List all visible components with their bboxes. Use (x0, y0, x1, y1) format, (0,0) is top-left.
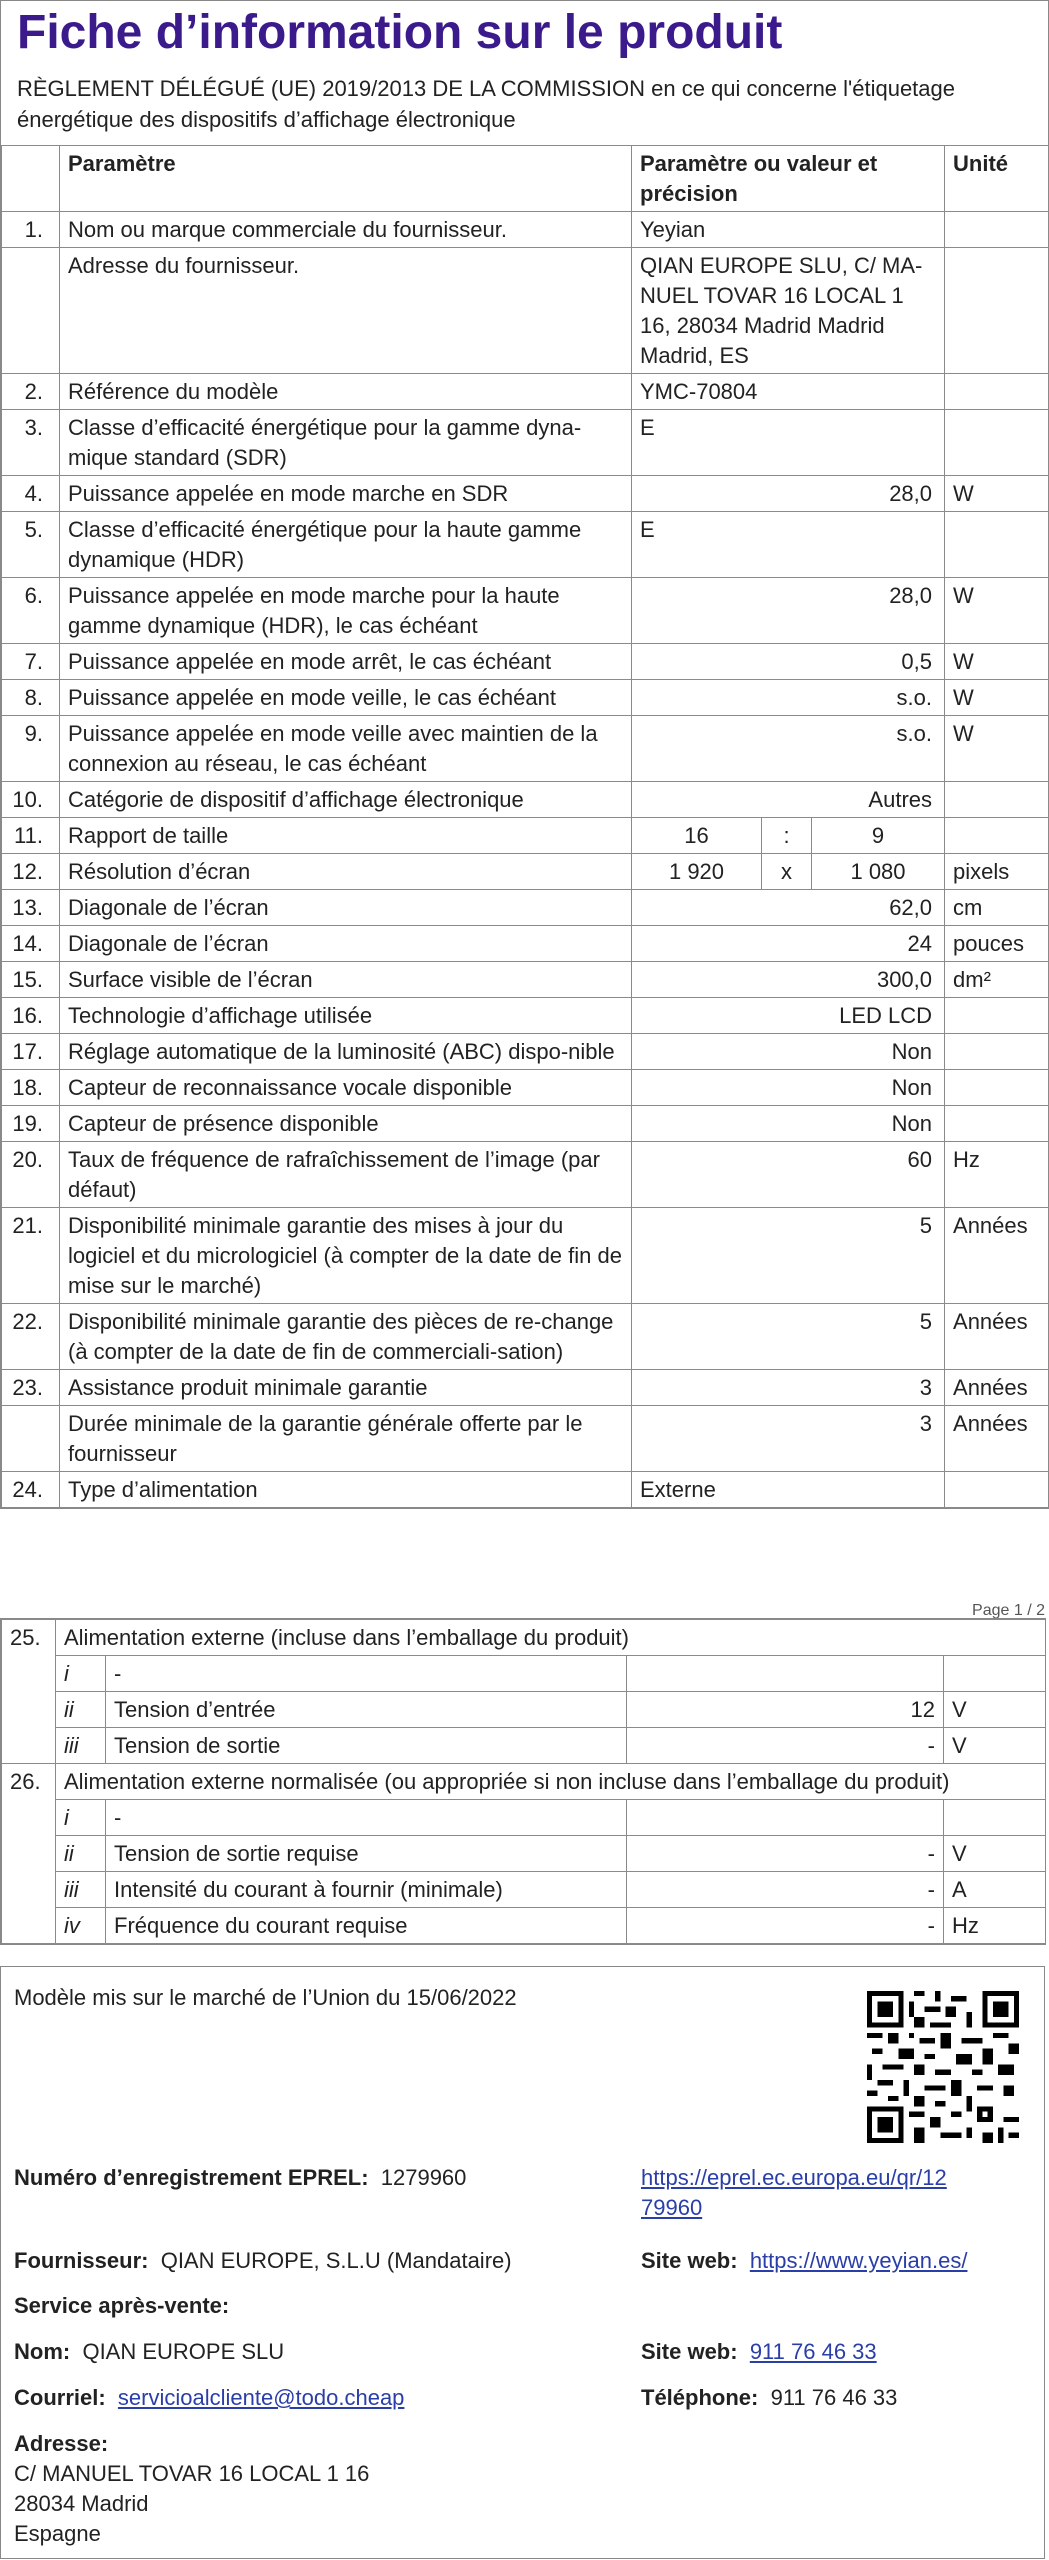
row-number: 6. (2, 578, 60, 644)
table-row (2, 1370, 1049, 1406)
row-number: 7. (2, 644, 60, 680)
phone-line: Téléphone: 911 76 46 33 (641, 2385, 898, 2410)
row-label: Puissance appelée en mode veille avec maintien de la connexion au réseau, le cas échéant (60, 716, 632, 782)
row-number: 18. (2, 1070, 60, 1106)
row-number: 13. (2, 890, 60, 926)
row-label: Type d’alimentation (60, 1472, 632, 1508)
row-unit (945, 1034, 1049, 1070)
sub-row (2, 1872, 1046, 1908)
row-number: 19. (2, 1106, 60, 1142)
sub-unit (944, 1656, 1046, 1692)
eprel-link[interactable]: https://eprel.ec.europa.eu/qr/12 79960 (641, 2165, 947, 2220)
row-value: LED LCD (632, 998, 945, 1034)
group-title: Alimentation externe normalisée (ou appropriée si non incluse dans l’emballage du produit) (56, 1764, 1046, 1800)
row-unit: W (945, 716, 1049, 782)
table-row (2, 476, 1049, 512)
row-number: 15. (2, 962, 60, 998)
sub-unit: Hz (944, 1908, 1046, 1944)
table-row (2, 1070, 1049, 1106)
table-row (2, 512, 1049, 578)
eprel-label: Numéro d’enregistrement EPREL: (14, 2165, 369, 2190)
row-number: 9. (2, 716, 60, 782)
row-unit: W (945, 476, 1049, 512)
sub-label: Tension d’entrée (106, 1692, 627, 1728)
service-website-line: Site web: 911 76 46 33 (641, 2339, 877, 2364)
email-line: Courriel: servicioalcliente@todo.cheap (14, 2385, 405, 2410)
table-row (2, 1142, 1049, 1208)
row-value-a: 16 (632, 818, 762, 854)
row-unit: pouces (945, 926, 1049, 962)
website-link[interactable]: https://www.yeyian.es/ (749, 2248, 968, 2273)
row-number: 5. (2, 512, 60, 578)
row-number: 20. (2, 1142, 60, 1208)
service-website-link[interactable]: 911 76 46 33 (749, 2339, 877, 2364)
row-unit (945, 1106, 1049, 1142)
row-unit (945, 512, 1049, 578)
row-number: 2. (2, 374, 60, 410)
sub-label: - (106, 1656, 627, 1692)
row-label: Assistance produit minimale garantie (60, 1370, 632, 1406)
sub-index: iv (56, 1908, 106, 1944)
sub-row (2, 1728, 1046, 1764)
sub-row (2, 1656, 1046, 1692)
row-label: Résolution d’écran (60, 854, 632, 890)
row-value: Autres (632, 782, 945, 818)
table-row (2, 212, 1049, 248)
sub-row (2, 1836, 1046, 1872)
row-value: 60 (632, 1142, 945, 1208)
table-row (2, 926, 1049, 962)
row-number: 21. (2, 1208, 60, 1304)
row-number: 10. (2, 782, 60, 818)
row-label: Diagonale de l’écran (60, 890, 632, 926)
header-value: Paramètre ou valeur et précision (632, 146, 945, 212)
row-value: YMC-70804 (632, 374, 945, 410)
sub-unit: V (944, 1692, 1046, 1728)
row-unit: dm² (945, 962, 1049, 998)
row-number: 17. (2, 1034, 60, 1070)
row-label: Puissance appelée en mode veille, le cas échéant (60, 680, 632, 716)
sub-value (627, 1800, 944, 1836)
table-row (2, 1304, 1049, 1370)
sub-label: Intensité du courant à fournir (minimale) (106, 1872, 627, 1908)
row-label: Puissance appelée en mode marche en SDR (60, 476, 632, 512)
row-unit: Années (945, 1208, 1049, 1304)
row-label: Référence du modèle (60, 374, 632, 410)
table-row (2, 1472, 1049, 1508)
service-name-line: Nom: QIAN EUROPE SLU (14, 2339, 285, 2364)
group-title: Alimentation externe (incluse dans l’emballage du produit) (56, 1620, 1046, 1656)
address-block: Adresse: C/ MANUEL TOVAR 16 LOCAL 1 16 28034 Madrid Espagne (14, 2431, 370, 2546)
row-number: 4. (2, 476, 60, 512)
row-unit: Années (945, 1406, 1049, 1472)
eprel-number: 1279960 (380, 2165, 467, 2190)
row-value: 5 (632, 1208, 945, 1304)
row-value: 5 (632, 1304, 945, 1370)
row-label: Adresse du fournisseur. (60, 248, 632, 374)
row-number: 14. (2, 926, 60, 962)
sub-value (627, 1656, 944, 1692)
group-header-row (2, 1764, 1046, 1800)
row-label: Durée minimale de la garantie générale offerte par le fournisseur (60, 1406, 632, 1472)
sub-value: 12 (627, 1692, 944, 1728)
row-label: Disponibilité minimale garantie des pièces de re-change (à compter de la date de fin de commerciali-sation) (60, 1304, 632, 1370)
row-value: Non (632, 1034, 945, 1070)
row-unit: Années (945, 1304, 1049, 1370)
row-number: 11. (2, 818, 60, 854)
row-unit (945, 248, 1049, 374)
table-row (2, 374, 1049, 410)
table-row (2, 782, 1049, 818)
sub-index: iii (56, 1872, 106, 1908)
row-separator: x (762, 854, 812, 890)
row-unit: W (945, 578, 1049, 644)
row-separator: : (762, 818, 812, 854)
row-unit (945, 1070, 1049, 1106)
table-row (2, 962, 1049, 998)
row-label: Puissance appelée en mode marche pour la haute gamme dynamique (HDR), le cas échéant (60, 578, 632, 644)
row-value: 3 (632, 1370, 945, 1406)
qr-code-icon (867, 1991, 1019, 2143)
sub-value: - (627, 1728, 944, 1764)
row-unit: Années (945, 1370, 1049, 1406)
eprel-registration (14, 2163, 466, 2193)
table-row (2, 578, 1049, 644)
row-label: Disponibilité minimale garantie des mises à jour du logiciel et du micrologiciel (à compter de la date de fin de mise sur le marché) (60, 1208, 632, 1304)
row-value: Non (632, 1070, 945, 1106)
row-unit (945, 998, 1049, 1034)
table-row (2, 644, 1049, 680)
sub-index: iii (56, 1728, 106, 1764)
table-row (2, 998, 1049, 1034)
table-row (2, 854, 1049, 890)
sub-index: i (56, 1800, 106, 1836)
row-value: 28,0 (632, 578, 945, 644)
header-param: Paramètre (60, 146, 632, 212)
external-power-section (0, 1618, 1046, 1945)
regulation-subtitle: RÈGLEMENT DÉLÉGUÉ (UE) 2019/2013 DE LA COMMISSION en ce qui concerne l'étiquetage énergétique des dispositifs d’affichage électronique (17, 76, 955, 132)
table-row (2, 410, 1049, 476)
table-row (2, 680, 1049, 716)
row-label: Diagonale de l’écran (60, 926, 632, 962)
row-label: Réglage automatique de la luminosité (ABC) dispo-nible (60, 1034, 632, 1070)
row-value-b: 9 (812, 818, 945, 854)
row-unit: W (945, 680, 1049, 716)
sub-unit: V (944, 1836, 1046, 1872)
row-number (2, 1406, 60, 1472)
row-value: 62,0 (632, 890, 945, 926)
row-number: 16. (2, 998, 60, 1034)
row-value: 300,0 (632, 962, 945, 998)
website-line: Site web: https://www.yeyian.es/ (641, 2248, 968, 2273)
sub-row (2, 1692, 1046, 1728)
row-value: s.o. (632, 680, 945, 716)
row-number: 26. (2, 1764, 56, 1944)
row-number: 8. (2, 680, 60, 716)
table-row (2, 1208, 1049, 1304)
table-row (2, 1406, 1049, 1472)
sub-value: - (627, 1872, 944, 1908)
row-value-a: 1 920 (632, 854, 762, 890)
supplier-line: Fournisseur: QIAN EUROPE, S.L.U (Mandataire) (14, 2248, 512, 2273)
header-unit: Unité (945, 146, 1049, 212)
row-number (2, 248, 60, 374)
row-label: Classe d’efficacité énergétique pour la haute gamme dynamique (HDR) (60, 512, 632, 578)
supplier-name: QIAN EUROPE, S.L.U (Mandataire) (160, 2248, 512, 2273)
row-number: 3. (2, 410, 60, 476)
row-value: Yeyian (632, 212, 945, 248)
row-value: 28,0 (632, 476, 945, 512)
row-value: E (632, 512, 945, 578)
sub-label: Fréquence du courant requise (106, 1908, 627, 1944)
page-title: Fiche d’information sur le produit (17, 6, 783, 59)
row-value: Non (632, 1106, 945, 1142)
market-date: Modèle mis sur le marché de l’Union du 15/06/2022 (14, 1985, 517, 2010)
page-number: Page 1 / 2 (972, 1602, 1045, 1619)
row-value: 3 (632, 1406, 945, 1472)
row-unit (945, 782, 1049, 818)
row-unit (945, 212, 1049, 248)
row-label: Capteur de reconnaissance vocale disponible (60, 1070, 632, 1106)
power-supply-table (1, 1619, 1046, 1944)
row-value: 0,5 (632, 644, 945, 680)
row-unit: Hz (945, 1142, 1049, 1208)
row-label: Catégorie de dispositif d’affichage électronique (60, 782, 632, 818)
sub-label: - (106, 1800, 627, 1836)
table-row (2, 818, 1049, 854)
sub-unit: A (944, 1872, 1046, 1908)
row-number: 25. (2, 1620, 56, 1764)
row-value-b: 1 080 (812, 854, 945, 890)
row-number: 12. (2, 854, 60, 890)
row-unit (945, 818, 1049, 854)
email-link[interactable]: servicioalcliente@todo.cheap (117, 2385, 405, 2410)
table-row (2, 716, 1049, 782)
table-row (2, 890, 1049, 926)
row-label: Capteur de présence disponible (60, 1106, 632, 1142)
sub-unit (944, 1800, 1046, 1836)
row-label: Rapport de taille (60, 818, 632, 854)
sub-unit: V (944, 1728, 1046, 1764)
row-label: Surface visible de l’écran (60, 962, 632, 998)
row-value: QIAN EUROPE SLU, C/ MA-NUEL TOVAR 16 LOCAL 1 16, 28034 Madrid Madrid Madrid, ES (632, 248, 945, 374)
row-unit (945, 410, 1049, 476)
sub-label: Tension de sortie (106, 1728, 627, 1764)
row-label: Technologie d’affichage utilisée (60, 998, 632, 1034)
sub-index: ii (56, 1836, 106, 1872)
row-number: 24. (2, 1472, 60, 1508)
sub-row (2, 1908, 1046, 1944)
sub-index: ii (56, 1692, 106, 1728)
row-value: E (632, 410, 945, 476)
table-row (2, 1034, 1049, 1070)
row-label: Classe d’efficacité énergétique pour la gamme dyna-mique standard (SDR) (60, 410, 632, 476)
row-unit: W (945, 644, 1049, 680)
sub-index: i (56, 1656, 106, 1692)
row-label: Puissance appelée en mode arrêt, le cas échéant (60, 644, 632, 680)
table-row (2, 1106, 1049, 1142)
parameters-table (1, 145, 1049, 1508)
row-unit (945, 374, 1049, 410)
row-unit: pixels (945, 854, 1049, 890)
row-label: Nom ou marque commerciale du fournisseur. (60, 212, 632, 248)
registration-footer (0, 1966, 1045, 2559)
sub-value: - (627, 1836, 944, 1872)
row-value: 24 (632, 926, 945, 962)
table-header-row (2, 146, 1049, 212)
row-number: 22. (2, 1304, 60, 1370)
row-value: Externe (632, 1472, 945, 1508)
row-number: 23. (2, 1370, 60, 1406)
row-label: Taux de fréquence de rafraîchissement de l’image (par défaut) (60, 1142, 632, 1208)
row-unit (945, 1472, 1049, 1508)
sub-label: Tension de sortie requise (106, 1836, 627, 1872)
sub-value: - (627, 1908, 944, 1944)
sub-row (2, 1800, 1046, 1836)
table-row (2, 248, 1049, 374)
group-header-row (2, 1620, 1046, 1656)
row-value: s.o. (632, 716, 945, 782)
row-number: 1. (2, 212, 60, 248)
after-sales-heading: Service après-vente: (14, 2293, 230, 2318)
row-unit: cm (945, 890, 1049, 926)
